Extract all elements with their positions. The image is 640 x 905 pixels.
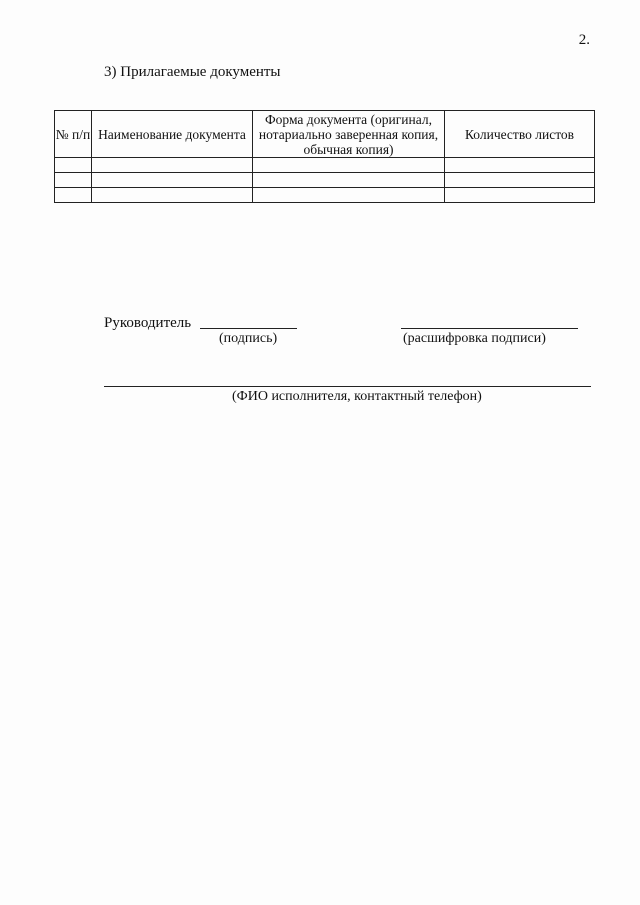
attached-documents-table bbox=[54, 110, 595, 203]
page-number: 2. bbox=[578, 32, 590, 48]
section-title: 3) Прилагаемые документы bbox=[104, 64, 281, 80]
cell-sheet-count bbox=[445, 188, 595, 203]
cell-sheet-count bbox=[445, 173, 595, 188]
table-row bbox=[55, 158, 595, 173]
cell-document-name bbox=[92, 173, 253, 188]
executor-caption: (ФИО исполнителя, контактный телефон) bbox=[232, 389, 482, 404]
cell-document-name bbox=[92, 188, 253, 203]
header-sheet-count: Количество листов bbox=[445, 111, 595, 158]
cell-document-form bbox=[253, 173, 445, 188]
table-row bbox=[55, 188, 595, 203]
cell-document-form bbox=[253, 188, 445, 203]
header-number: № п/п bbox=[55, 111, 92, 158]
cell-number bbox=[55, 188, 92, 203]
executor-line bbox=[104, 386, 591, 387]
cell-document-name bbox=[92, 158, 253, 173]
signature-line bbox=[200, 328, 297, 329]
head-label: Руководитель bbox=[104, 315, 192, 331]
cell-number bbox=[55, 173, 92, 188]
signature-decoding-line bbox=[401, 328, 578, 329]
cell-document-form bbox=[253, 158, 445, 173]
table-header-row bbox=[55, 111, 595, 158]
signature-caption: (подпись) bbox=[219, 331, 278, 346]
header-document-name: Наименование документа bbox=[92, 111, 253, 158]
cell-sheet-count bbox=[445, 158, 595, 173]
signature-decoding-caption: (расшифровка подписи) bbox=[403, 331, 546, 346]
cell-number bbox=[55, 158, 92, 173]
header-document-form: Форма документа (оригинал, нотариально заверенная копия, обычная копия) bbox=[253, 111, 445, 158]
table-row bbox=[55, 173, 595, 188]
